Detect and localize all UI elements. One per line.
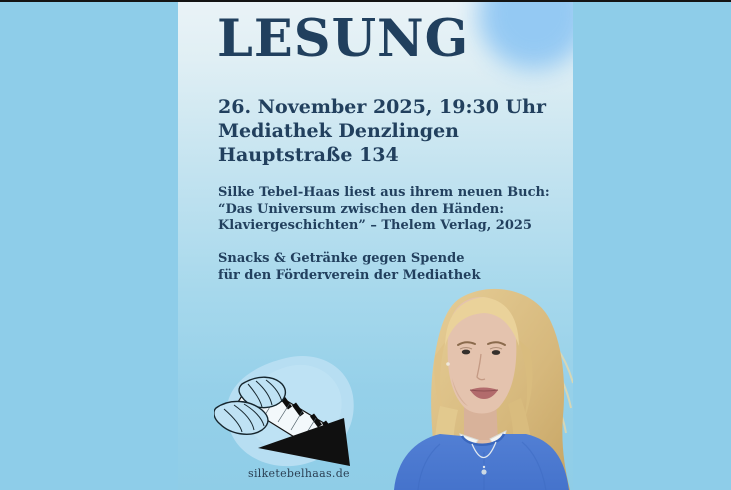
- book-description: [218, 185, 550, 235]
- book-line-3: Klaviergeschichten” – Thelem Verlag, 2025: [218, 218, 532, 233]
- book-line-1: Silke Tebel-Haas liest aus ihrem neuen Buch:: [218, 185, 550, 200]
- decorative-circle: [478, 0, 573, 70]
- snacks-note: [218, 251, 480, 284]
- event-poster: [178, 0, 573, 490]
- event-date-time: 26. November 2025, 19:30 Uhr: [218, 96, 546, 118]
- event-address: Hauptstraße 134: [218, 144, 399, 166]
- note-line-2: für den Förderverein der Mediathek: [218, 267, 481, 283]
- event-venue: Mediathek Denzlingen: [218, 120, 459, 142]
- poster-title: LESUNG: [217, 9, 470, 69]
- note-line-1: Snacks & Getränke gegen Spende: [218, 251, 465, 266]
- website-url: silketebelhaas.de: [248, 467, 350, 480]
- event-details: [218, 95, 546, 167]
- book-line-2: “Das Universum zwischen den Händen:: [218, 201, 505, 217]
- top-border-line: [0, 0, 731, 2]
- author-portrait-photo: [388, 288, 573, 490]
- piano-hands-icon: [214, 350, 364, 472]
